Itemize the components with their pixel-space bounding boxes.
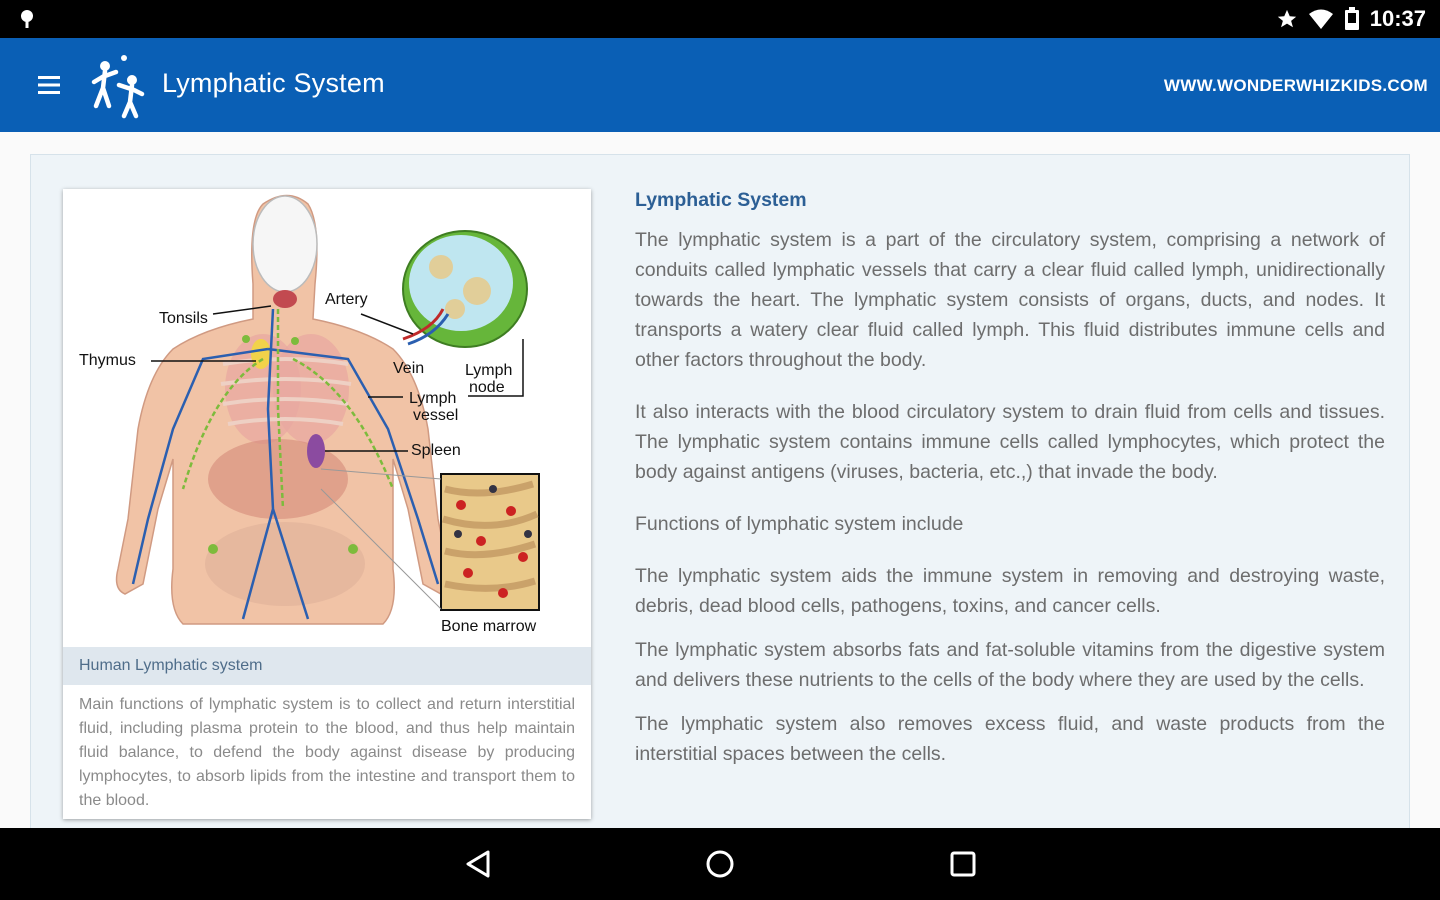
star-icon [1276,8,1298,30]
figure-caption-text: Main functions of lymphatic system is to collect and return interstitial fluid, including plasma protein to the blood, and thus help maintain fluid balance, to defend the body against disease by producing lymphocytes, to absorb lipids from the intestine and transport them to the blood. [79,696,575,809]
website-link[interactable]: WWW.WONDERWHIZKIDS.COM [1163,76,1428,95]
figure-card [63,189,591,819]
label-lymph-node-1: Lymph [465,362,513,379]
label-bone-marrow: Bone marrow [441,618,537,635]
status-time: 10:37 [1369,6,1426,31]
article-text [635,185,1385,791]
article-paragraph: The lymphatic system is a part of the circulatory system, comprising a network of conduits called lymphatic vessels that carry a clear fluid called lymph, unidirectionally towards the heart. The lymphatic system consists of organs, ducts, and nodes. It transports a watery clear fluid called lymph. This fluid distributes immune cells and other factors throughout the body. [635,229,1385,371]
label-artery: Artery [325,291,368,308]
home-icon[interactable] [702,846,738,882]
label-thymus: Thymus [79,352,136,369]
article-heading: Lymphatic System [635,189,807,211]
menu-icon[interactable] [30,68,68,102]
back-icon[interactable] [460,846,496,882]
article-card [30,154,1410,828]
label-tonsils: Tonsils [159,310,208,327]
battery-icon [1344,7,1360,31]
app-bar [0,38,1440,132]
article-paragraph: The lymphatic system also removes excess fluid, and waste products from the interstitial spaces between the cells. [635,713,1385,765]
figure-caption-title: Human Lymphatic system [63,647,591,685]
label-vein: Vein [393,360,425,377]
label-lymph-node-2: node [469,379,505,396]
kids-logo-icon [86,52,156,120]
wifi-icon [1308,8,1334,30]
app-title: Lymphatic System [162,68,385,98]
content-area[interactable] [0,132,1440,828]
label-lymph-vessel-1: Lymph [409,390,457,407]
notification-icon [16,8,38,30]
article-paragraph: It also interacts with the blood circulatory system to drain fluid from cells and tissues. The lymphatic system contains immune cells called lymphocytes, which protect the body against antigens (viruses, bacteria, etc.,) that invade the body. [635,401,1385,483]
article-paragraph: The lymphatic system absorbs fats and fat-soluble vitamins from the digestive system and delivers these nutrients to the cells of the body where they are used by the cells. [635,639,1385,691]
label-spleen: Spleen [411,442,461,459]
navigation-bar [0,828,1440,900]
status-bar [0,0,1440,38]
lymphatic-system-illustration [63,189,591,647]
recents-icon[interactable] [945,846,981,882]
article-paragraph: The lymphatic system aids the immune system in removing and destroying waste, debris, dead blood cells, pathogens, toxins, and cancer cells. [635,565,1385,617]
article-paragraph: Functions of lymphatic system include [635,513,964,535]
label-lymph-vessel-2: vessel [413,407,459,424]
